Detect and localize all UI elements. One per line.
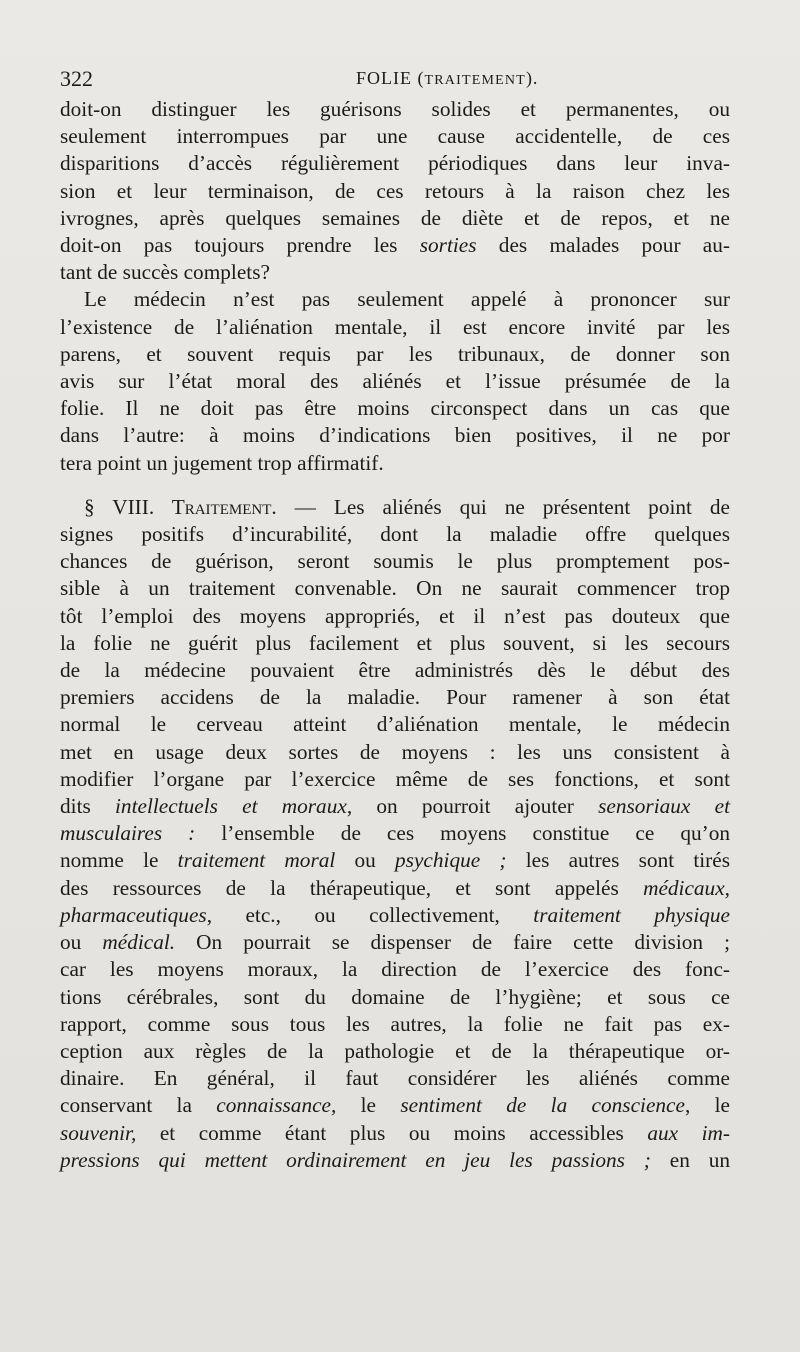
text-line: doit-on distinguer les guérisons solides et permanentes, ou: [60, 97, 730, 121]
text-line: musculaires : l’ensemble de ces moyens constitue ce qu’on: [60, 821, 731, 846]
text-line: premiers accidens de la maladie. Pour ramener à son état: [60, 685, 730, 710]
text-line: chances de guérison, seront soumis le plus promptement pos-: [60, 549, 730, 574]
text-line: parens, et souvent requis par les tribunaux, de donner son: [60, 341, 730, 366]
running-head: FOLIE (TRAITEMENT).: [356, 68, 539, 88]
section-heading: § VIII. Traitement. —: [84, 494, 316, 519]
page-number: 322: [60, 66, 93, 91]
text-line: tôt l’emploi des moyens appropriés, et il n’est pas douteux que: [60, 603, 730, 628]
paragraph-medecin: [60, 286, 730, 476]
text-line: tions cérébrales, sont du domaine de l’hygiène; et sous ce: [60, 984, 730, 1009]
page-body: [60, 96, 730, 1174]
text-line: ou médical. On pourrait se dispenser de faire cette division ;: [60, 930, 731, 955]
text-line: car les moyens moraux, la direction de l’exercice des fonc-: [60, 957, 730, 982]
text-line: disparitions d’accès régulièrement périodiques dans leur inva-: [60, 151, 730, 176]
text-line: dans l’autre: à moins d’indications bien positives, il ne por: [60, 423, 730, 448]
section-traitement: [60, 494, 730, 1174]
text-line: folie. Il ne doit pas être moins circonspect dans un cas que: [60, 396, 730, 421]
text-line: pharmaceutiques, etc., ou collectivement, traitement physique: [60, 902, 730, 927]
text-line: de la médecine pouvaient être administrés dès le début des: [60, 658, 730, 683]
text-line: l’existence de l’aliénation mentale, il est encore invité par les: [60, 314, 730, 339]
text-line: sion et leur terminaison, de ces retours à la raison chez les: [60, 178, 730, 203]
page-header: [60, 66, 730, 96]
text-line: dinaire. En général, il faut considérer les aliénés comme: [60, 1066, 730, 1091]
text-line: tera point un jugement trop affirmatif.: [60, 450, 384, 475]
text-line: modifier l’organe par l’exercice même de ses fonctions, et sont: [60, 766, 730, 791]
text-line: ception aux règles de la pathologie et de la thérapeutique or-: [60, 1038, 730, 1063]
text-line: doit-on pas toujours prendre les sorties des malades pour au-: [60, 233, 730, 258]
text-line: la folie ne guérit plus facilement et plus souvent, si les secours: [60, 630, 730, 655]
text-line: Le médecin n’est pas seulement appelé à prononcer sur: [84, 287, 730, 312]
text-line: avis sur l’état moral des aliénés et l’issue présumée de la: [60, 369, 730, 394]
text-line: souvenir, et comme étant plus ou moins accessibles aux im-: [60, 1120, 730, 1145]
text-line: des ressources de la thérapeutique, et sont appelés médicaux,: [60, 875, 730, 900]
text-line: normal le cerveau atteint d’aliénation mentale, le médecin: [60, 712, 730, 737]
text-line: nomme le traitement moral ou psychique ; les autres sont tirés: [60, 848, 731, 873]
text-line: signes positifs d’incurabilité, dont la maladie offre quelques: [60, 522, 730, 547]
text-line: ivrognes, après quelques semaines de diète et de repos, et ne: [60, 205, 730, 230]
text-line: seulement interrompues par une cause accidentelle, de ces: [60, 124, 730, 149]
text-line: § VIII. Traitement. — Les aliénés qui ne présentent point de: [84, 494, 730, 519]
text-line: dits intellectuels et moraux, on pourroit ajouter sensoriaux et: [60, 794, 730, 819]
text-line: pressions qui mettent ordinairement en jeu les passions ; en un: [60, 1147, 731, 1172]
text-line: met en usage deux sortes de moyens : les uns consistent à: [60, 739, 730, 764]
text-line: rapport, comme sous tous les autres, la folie ne fait pas ex-: [60, 1011, 730, 1036]
paragraph-continuation: [60, 96, 730, 286]
text-line: conservant la connaissance, le sentiment de la conscience, le: [60, 1093, 730, 1118]
text-line: tant de succès complets?: [60, 260, 270, 285]
text-line: sible à un traitement convenable. On ne saurait commencer trop: [60, 576, 730, 601]
